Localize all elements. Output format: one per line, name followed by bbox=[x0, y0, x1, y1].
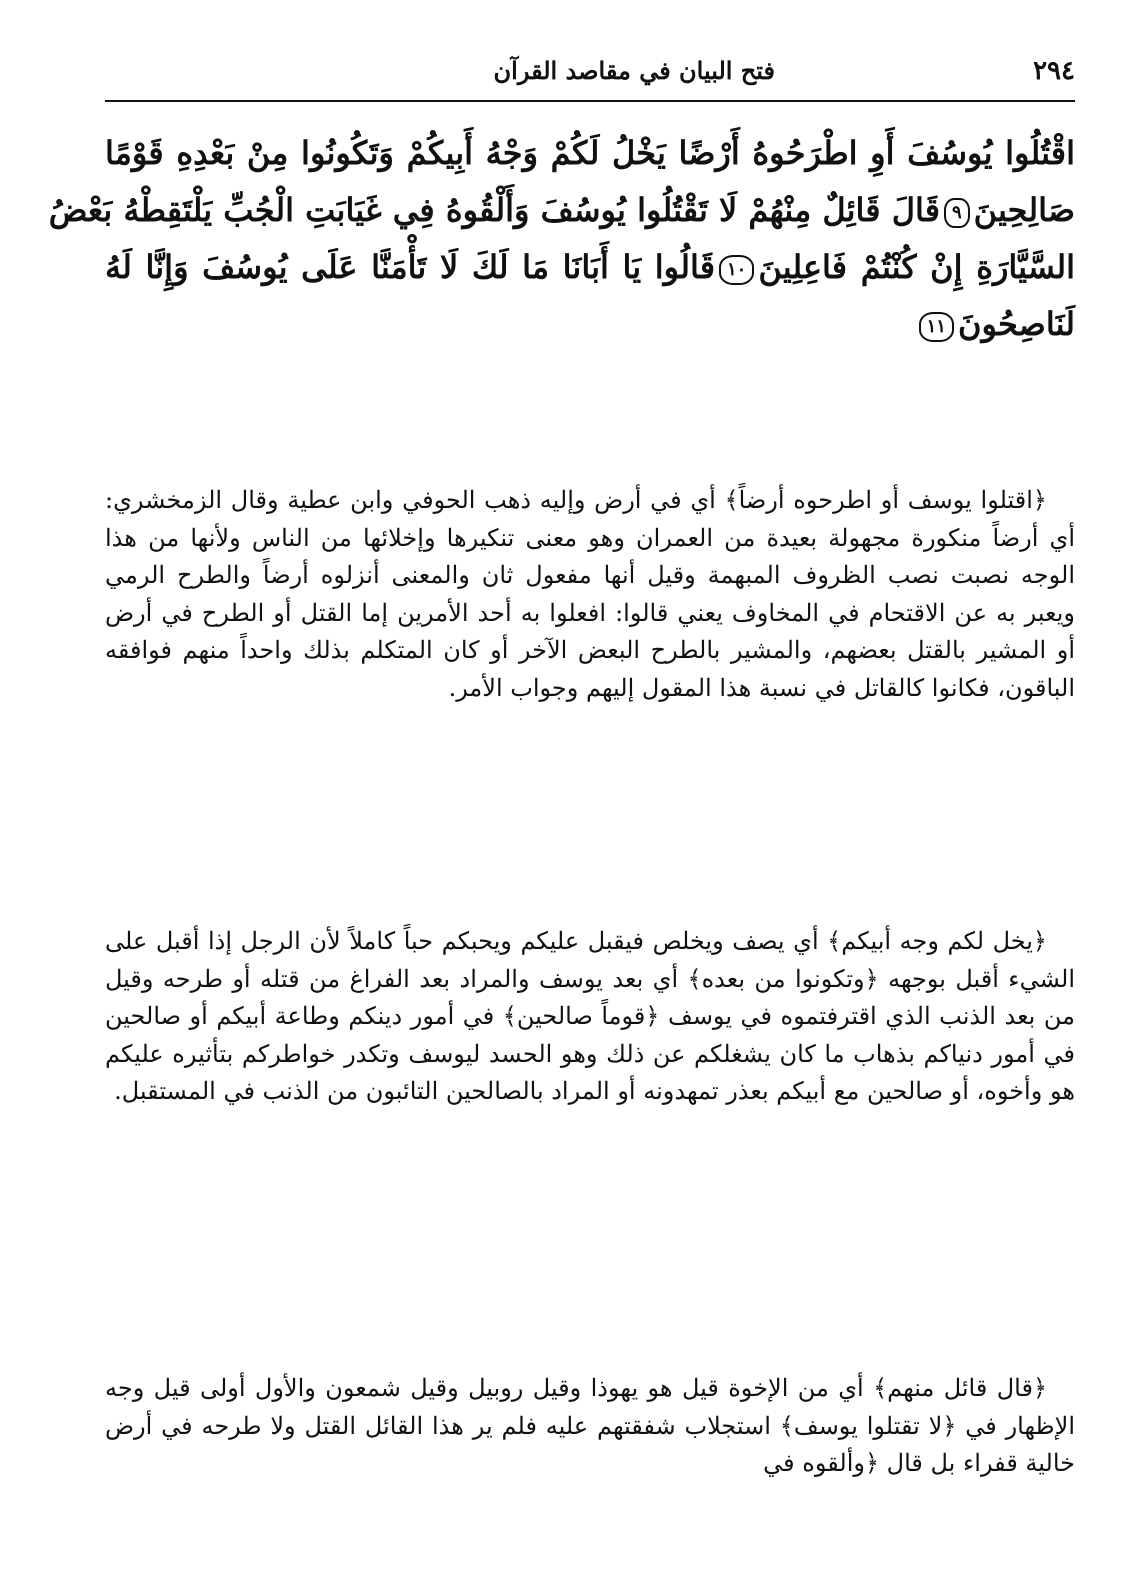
quran-line bbox=[105, 239, 1075, 296]
ayah-number-marker: ٩ bbox=[944, 198, 970, 228]
quran-line bbox=[105, 125, 1075, 182]
commentary-paragraph bbox=[105, 1370, 1075, 1483]
paragraph-text: ﴿يخل لكم وجه أبيكم﴾ أي يصف ويخلص فيقبل عليكم ويحبكم حباً كاملاً لأن الرجل إذا أقبل على الشيء أقبل بوجهه ﴿وتكونوا من بعده﴾ أي بعد يوسف والمراد بعد الفراغ من قتله أو طرحه وقيل من بعد الذنب الذي اقترفتموه في يوسف ﴿قوماً صالحين﴾ في أمور دينكم وطاعة أبيكم أو صالحين في أمور دنياكم بذهاب ما كان يشغلكم عن ذلك وهو الحسد ليوسف وتكدر خواطركم بتأثيره عليكم هو وأخوه، أو صالحين مع أبيكم بعذر تمهدونه أو المراد بالصالحين التائبون من الذنب في المستقبل. bbox=[105, 927, 1075, 1105]
verse-text: صَالِحِينَ bbox=[973, 191, 1075, 229]
verse-text: لَنَاصِحُونَ bbox=[957, 305, 1075, 343]
verse-text: قَالُوا يَا أَبَانَا مَا لَكَ لَا تَأْمَنَّا عَلَى يُوسُفَ وَإِنَّا لَهُ bbox=[105, 248, 715, 286]
commentary-paragraph bbox=[105, 482, 1075, 707]
running-title: فتح البيان في مقاصد القرآن bbox=[493, 56, 775, 85]
verse-text: السَّيَّارَةِ إِنْ كُنْتُمْ فَاعِلِينَ bbox=[758, 248, 1076, 286]
page-header bbox=[105, 52, 1075, 100]
paragraph-text: ﴿اقتلوا يوسف أو اطرحوه أرضاً﴾ أي في أرض وإليه ذهب الحوفي وابن عطية وقال الزمخشري: أي أرضاً منكورة مجهولة بعيدة من العمران وهو معنى تنكيرها وإخلائها من الناس ولأنها من هذا الوجه نصبت نصب الظروف المبهمة وقيل أنها مفعول ثان والمعنى أنزلوه أرضاً والطرح الرمي ويعبر به عن الاقتحام في المخاوف يعني قالوا: افعلوا به أحد الأمرين إما القتل أو الطرح في أرض أو المشير بالقتل بعضهم، والمشير بالطرح البعض الآخر أو كان المتكلم بذلك واحداً منهم فوافقه الباقون، فكانوا كالقاتل في نسبة هذا المقول إليهم وجواب الأمر. bbox=[105, 486, 1075, 702]
commentary-paragraph bbox=[105, 923, 1075, 1111]
verse-text: قَالَ قَائِلٌ مِنْهُمْ لَا تَقْتُلُوا يُوسُفَ وَأَلْقُوهُ فِي غَيَابَتِ الْجُبِّ يَلْتَقِطْهُ بَعْضُ bbox=[48, 191, 940, 229]
header-rule bbox=[105, 100, 1075, 102]
verse-text: اقْتُلُوا يُوسُفَ أَوِ اطْرَحُوهُ أَرْضًا يَخْلُ لَكُمْ وَجْهُ أَبِيكُمْ وَتَكُونُوا مِنْ بَعْدِهِ قَوْمًا bbox=[105, 134, 1075, 172]
paragraph-text: ﴿قال قائل منهم﴾ أي من الإخوة قيل هو يهوذا وقيل روبيل وقيل شمعون والأول أولى قيل وجه الإظهار في ﴿لا تقتلوا يوسف﴾ استجلاب شفقتهم عليه فلم ير هذا القائل القتل ولا طرحه في أرض خالية قفراء بل قال ﴿وألقوه في bbox=[105, 1374, 1075, 1477]
quran-line bbox=[48, 182, 1075, 239]
page-number: ٢٩٤ bbox=[1033, 56, 1075, 86]
quran-line bbox=[105, 296, 1075, 353]
ayah-number-marker: ١٠ bbox=[719, 255, 754, 285]
ayah-number-marker: ١١ bbox=[919, 312, 954, 342]
quran-verses bbox=[48, 125, 1076, 353]
